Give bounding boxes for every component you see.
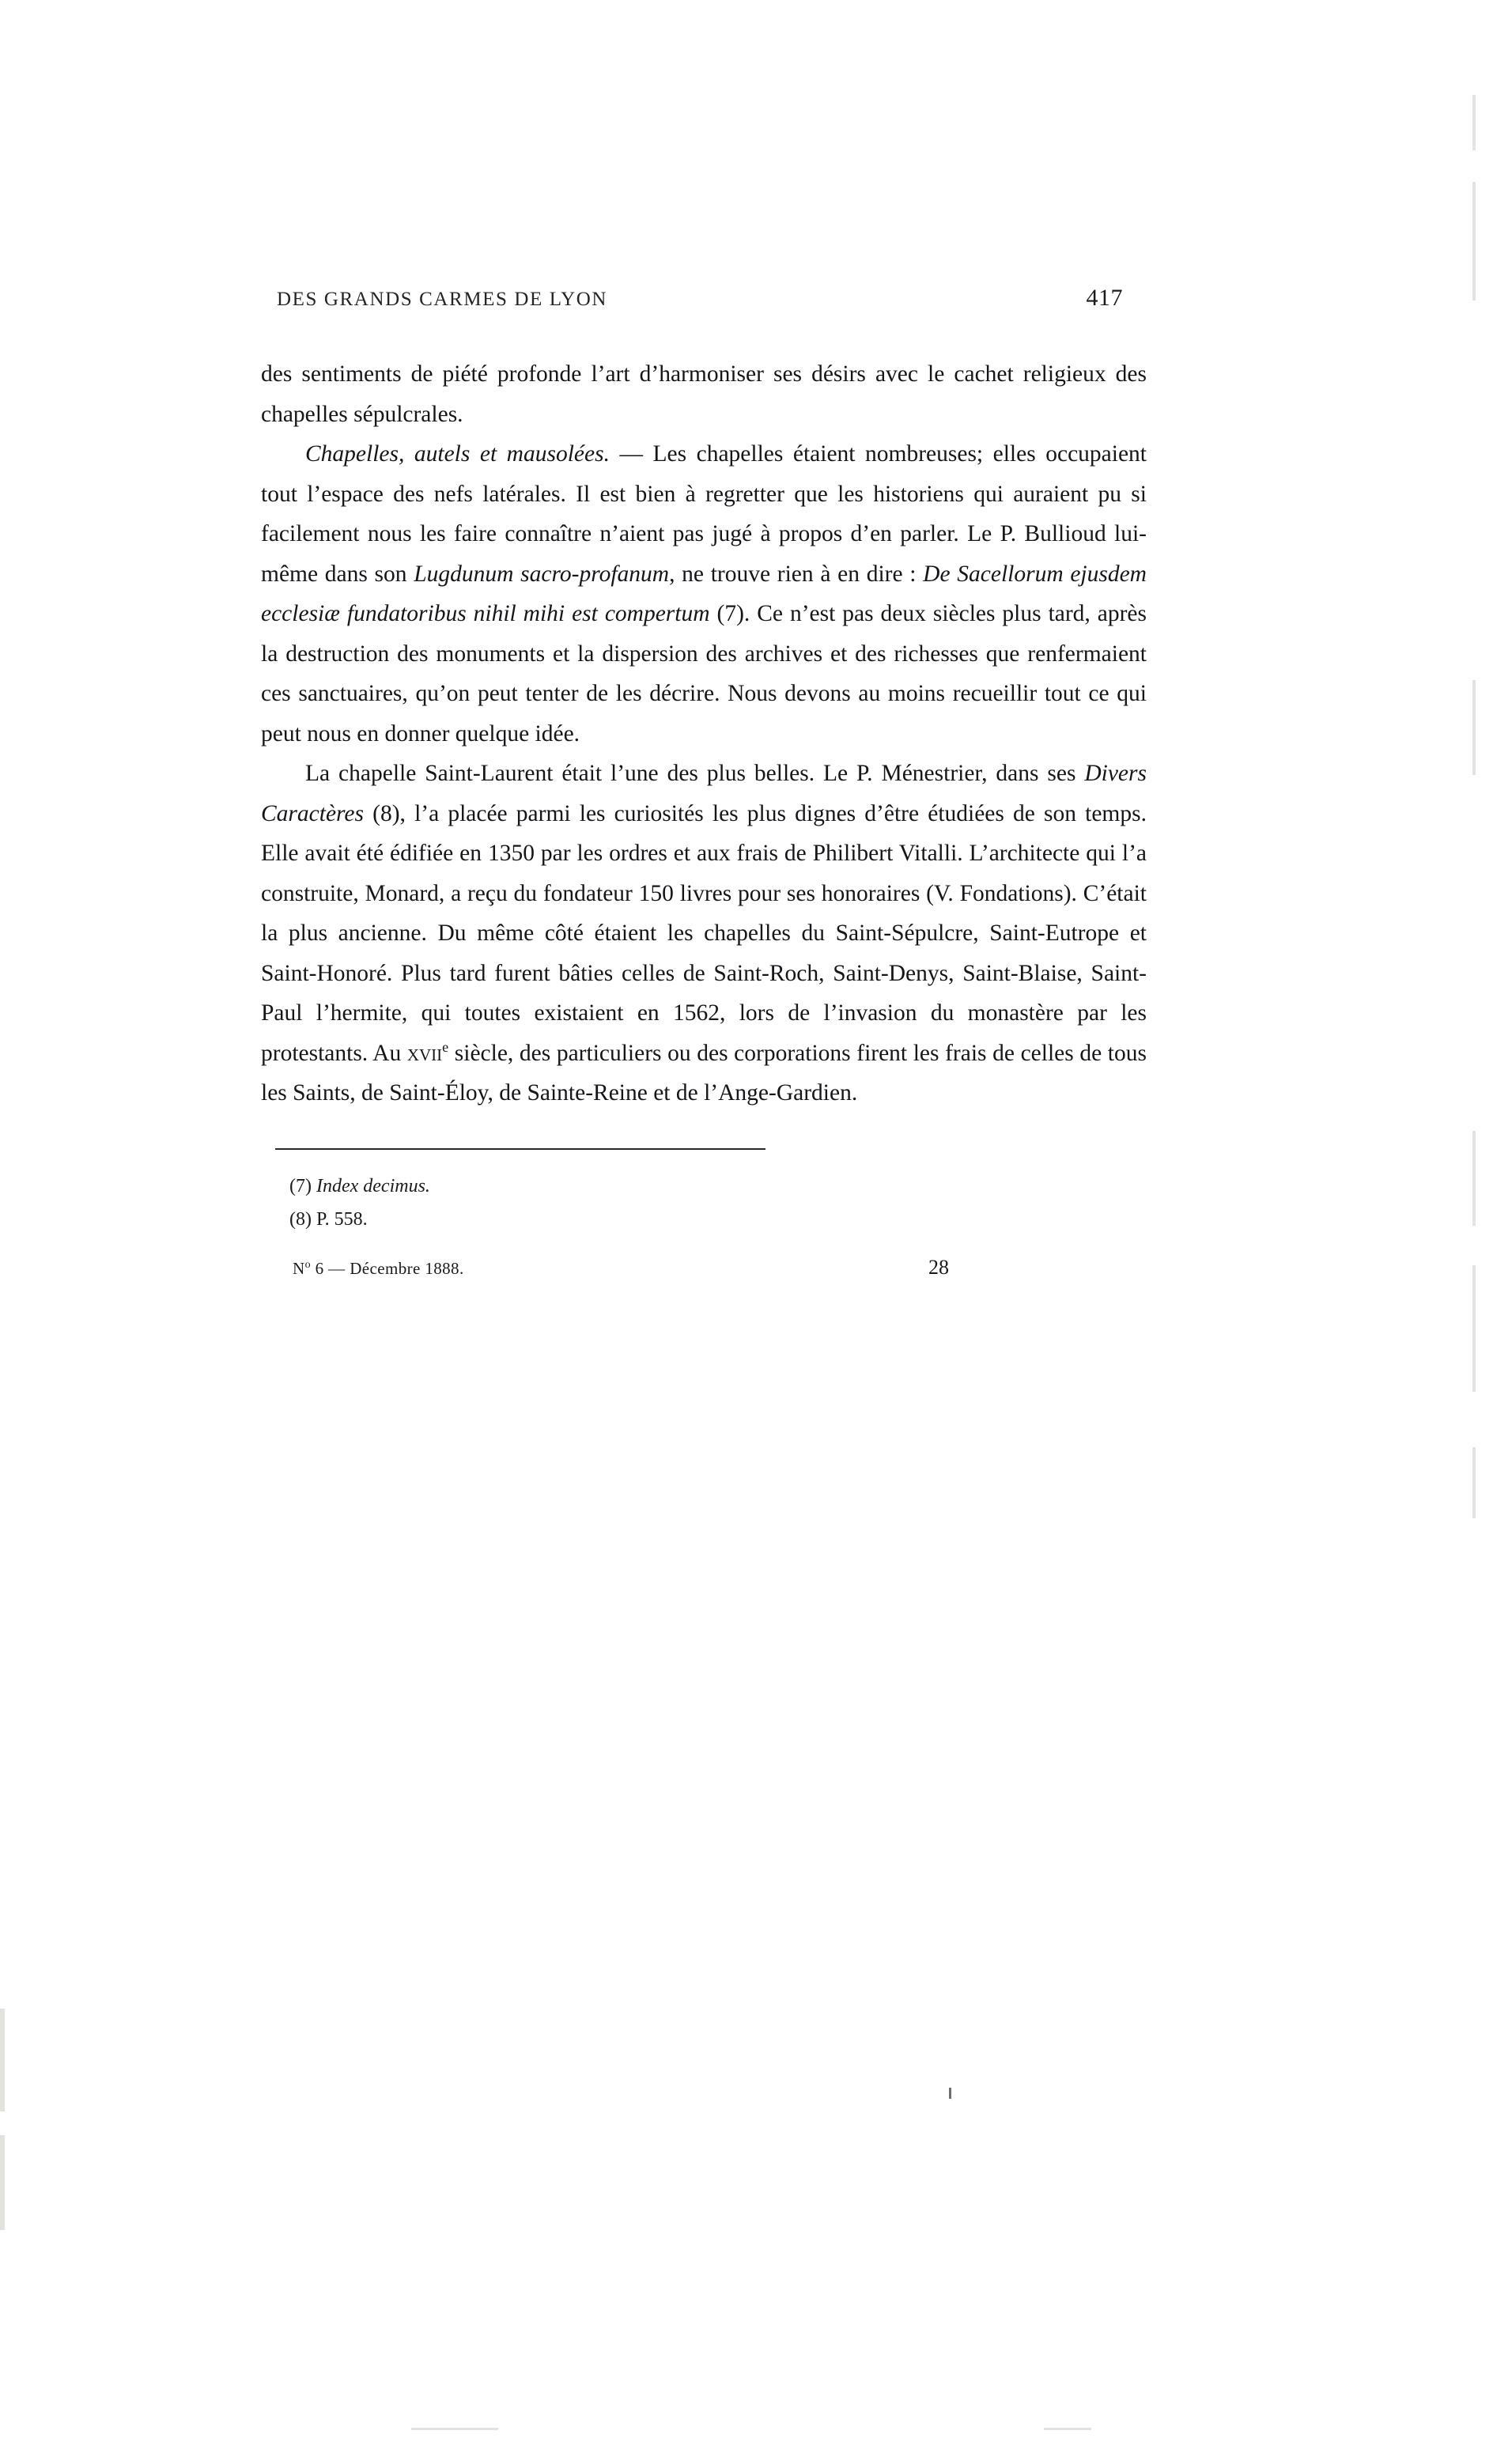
signature-prefix: N bbox=[293, 1258, 305, 1278]
signature-rest: 6 — Décembre 1888. bbox=[310, 1258, 464, 1278]
scan-edge-mark bbox=[1472, 95, 1476, 150]
paragraph bbox=[261, 434, 1147, 754]
text-run: (7). Ce n’est pas deux siècles plus tard, après la destruction des monuments et la dispersion des archives et des richesses que renfermaient ces sanctuaires, qu’on peut tenter de les décrire. Nous devons au moins recueillir tout ce qui peut nous en donner quelque idée. bbox=[261, 601, 1147, 747]
text-run-italic: Lugdunum sacro-profanum bbox=[414, 561, 670, 587]
scan-edge-mark bbox=[411, 2428, 498, 2430]
running-head-title: DES GRANDS CARMES DE LYON bbox=[277, 289, 608, 310]
text-run: — Les chapelles étaient nombreuses; elles occupaient tout l’espace des nefs latérales. Il est bien à regretter que les historiens qui auraient pu si facilement nous les faire connaître n’aient pas jugé à propos d’en parler. Le P. Bullioud lui-même dans son bbox=[261, 441, 1147, 587]
text-run: (8), l’a placée parmi les curiosités les plus dignes d’être étudiées de son temps. Elle avait été édifiée en 1350 par les ordres et aux frais de Philibert Vitalli. L’architecte qui l’a construite, Monard, a reçu du fondateur 150 livres pour ses honoraires (V. Fondations). C’était la plus ancienne. Du même côté étaient les chapelles du Saint-Sépulcre, Saint-Eutrope et Saint-Honoré. Plus tard furent bâties celles de Saint-Roch, Saint-Denys, Saint-Blaise, Saint-Paul l’hermite, qui toutes existaient en 1562, lors de l’invasion du monastère par les protestants. Au bbox=[261, 800, 1147, 1066]
running-head bbox=[261, 285, 1147, 312]
page-content bbox=[261, 285, 1147, 1279]
signature-ordinal: o bbox=[304, 1258, 311, 1271]
scan-edge-mark bbox=[1044, 2428, 1091, 2430]
colophon bbox=[261, 1256, 1147, 1279]
footnote-item bbox=[289, 1170, 1147, 1202]
text-run-italic: Divers Caractères bbox=[261, 761, 1147, 826]
footnote-text: P. 558. bbox=[316, 1208, 368, 1230]
footnote-divider bbox=[275, 1148, 765, 1150]
text-run-italic: Chapelles, autels et mausolées. bbox=[305, 441, 610, 467]
text-run-superscript: e bbox=[442, 1038, 449, 1055]
text-run: , ne trouve rien à en dire : bbox=[669, 561, 924, 587]
footnote-item bbox=[289, 1204, 1147, 1235]
text-run: des sentiments de piété profonde l’art d’harmoniser ses désirs avec le cachet religieux des chapelles sépulcrales. bbox=[261, 361, 1147, 427]
body-text bbox=[261, 354, 1147, 1113]
text-run-smallcaps: xvii bbox=[406, 1040, 443, 1066]
ink-speck bbox=[949, 2088, 951, 2099]
scan-edge-mark bbox=[1472, 1131, 1476, 1226]
scan-edge-mark bbox=[1472, 680, 1476, 775]
scan-edge-mark bbox=[0, 2135, 5, 2230]
footnotes bbox=[261, 1170, 1147, 1235]
footnote-marker: (7) bbox=[289, 1175, 312, 1196]
scan-edge-mark bbox=[1472, 182, 1476, 300]
scan-edge-mark bbox=[1472, 1447, 1476, 1518]
footnote-text: Index decimus. bbox=[316, 1175, 430, 1196]
text-run-italic: De Sacellorum ejusdem ecclesiæ fundatoribus nihil mihi est compertum bbox=[261, 561, 1147, 626]
text-run: siècle, des particuliers ou des corporations firent les frais de celles de tous les Saints, de Saint-Éloy, de Sainte-Reine et de l’Ange-Gardien. bbox=[261, 1040, 1147, 1106]
footnote-marker: (8) bbox=[289, 1208, 312, 1230]
issue-signature bbox=[293, 1259, 464, 1279]
paragraph bbox=[261, 754, 1147, 1113]
page-number: 417 bbox=[1086, 285, 1123, 311]
text-run: La chapelle Saint-Laurent était l’une des plus belles. Le P. Ménestrier, dans ses bbox=[305, 761, 1085, 786]
paragraph bbox=[261, 354, 1147, 434]
scan-edge-mark bbox=[1472, 1265, 1476, 1392]
scan-edge-mark bbox=[0, 2009, 5, 2111]
sheet-number: 28 bbox=[928, 1255, 949, 1279]
